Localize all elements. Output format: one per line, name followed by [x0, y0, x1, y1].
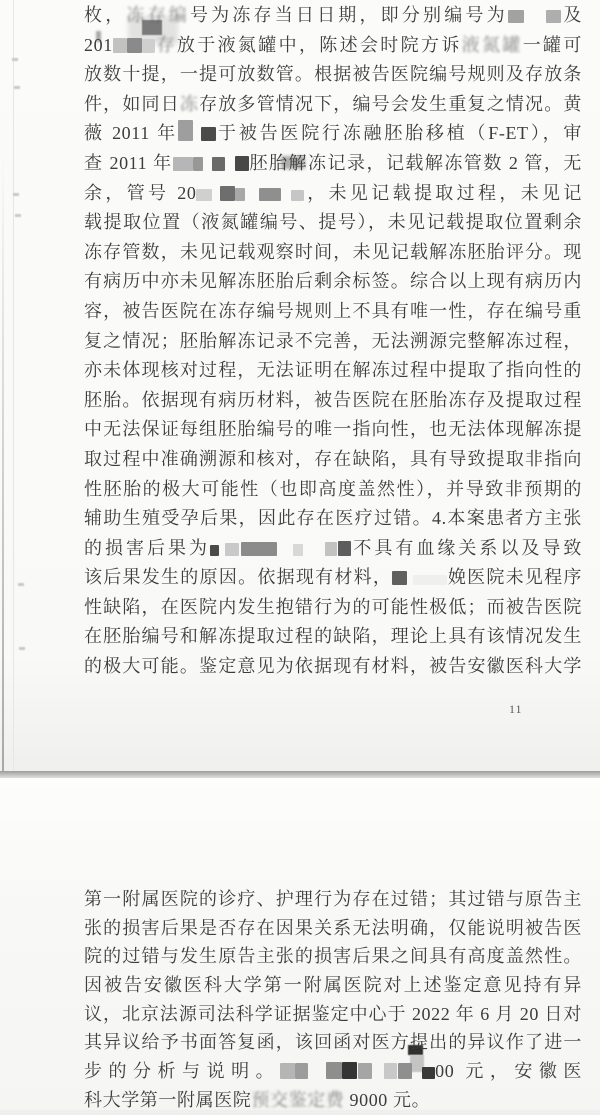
blurred-text: 液氮罐: [461, 34, 523, 55]
document-line: [84, 238, 582, 268]
text-run: 该后果发生的原因。依据现有材料，: [84, 567, 393, 588]
text-run: 娩医院未见程序: [447, 567, 582, 588]
text-run: 201: [84, 34, 113, 55]
document-line: [84, 31, 582, 61]
text-run: 胚胎解冻记录，记载解冻管数 2 管，无: [248, 152, 582, 173]
page-edge-tick: [12, 58, 18, 61]
document-line: [84, 563, 582, 593]
text-run: 胚胎。依据现有病历材料，被告医院在胚胎冻存及提取过程: [84, 389, 582, 410]
document-line: [84, 208, 582, 238]
page-edge-tick: [13, 193, 19, 196]
page-edge-tick: [14, 86, 20, 89]
document-line: [84, 327, 582, 357]
text-run: 性缺陷，在医院内发生抱错行为的可能性极低；而被告医院: [84, 596, 582, 617]
document-line: [84, 622, 582, 652]
text-run: 在胚胎编号和解冻提取过程的缺陷，理论上具有该情况发生: [84, 626, 582, 647]
text-run: 薇 2011 年: [84, 123, 178, 144]
text-run: 的极大可能。鉴定意见为依据现有材料，被告安徽医科大学: [84, 656, 582, 677]
page-number: 11: [509, 702, 523, 716]
text-run: 枚，: [84, 5, 127, 25]
document-line: [84, 1028, 582, 1057]
page-2-text: [84, 885, 582, 1115]
blurred-text: 存: [154, 34, 177, 55]
document-line: [84, 1086, 582, 1115]
text-run: 放数十提，一提可放数管。根据被告医院编号规则及存放条: [84, 64, 582, 85]
text-run: 存放多管情况下，编号会发生重复之情况。黄: [199, 93, 582, 114]
text-run: 9000 元。: [344, 1089, 431, 1110]
text-run: 院的过错与发生原告主张的损害后果之间具有高度盖然性。: [84, 946, 582, 967]
document-line: [84, 942, 582, 971]
text-run: 中无法保证每组胚胎编号的唯一指向性，也无法体现解冻提: [84, 419, 582, 440]
redaction-block: [196, 179, 304, 209]
text-run: ，未见记载提取过程，未见记: [304, 182, 582, 203]
redaction-block: [210, 534, 351, 564]
document-line: [84, 1000, 582, 1029]
text-run: 其异议给予书面答复函，该回函对医方提出的异议作了进一: [84, 1032, 582, 1053]
document-line: [84, 914, 582, 943]
redaction-block: [280, 1057, 435, 1086]
text-run: 容，被告医院在冻存编号规则上不具有唯一性，存在编号重: [84, 300, 582, 321]
document-line: [84, 1057, 582, 1086]
document-line: [84, 90, 582, 120]
document-line: [84, 475, 582, 505]
document-line: [84, 534, 582, 564]
text-run: 复之情况；胚胎解冻记录不完善，无法溯源完整解冻过程，: [84, 330, 582, 351]
text-run: 号为冻存当日日期，即分别编号为: [189, 5, 508, 25]
blurred-text: 预交鉴定费: [251, 1089, 345, 1110]
text-run: 因被告安徽医科大学第一附属医院对上述鉴定意见持有异: [84, 975, 582, 996]
text-run: 张的损害后果是否存在因果关系无法明确，仅能说明被告医: [84, 917, 582, 938]
redaction-block: [178, 119, 216, 149]
document-line: [84, 415, 582, 445]
text-run: 性胚胎的极大可能性（也即高度盖然性），并导致非预期的: [84, 478, 582, 499]
page-edge-tick: [15, 214, 21, 217]
blurred-text: 冻存编: [126, 5, 190, 25]
document-line: [84, 297, 582, 327]
text-run: 余，管号 20: [84, 182, 197, 203]
document-line: [84, 593, 582, 623]
page-1-text: [84, 1, 582, 682]
text-run: 议，北京法源司法科学证据鉴定中心于 2022 年 6 月 20 日对: [84, 1003, 582, 1024]
text-run: 第一附属医院的诊疗、护理行为存在过错；其过错与原告主: [84, 889, 582, 909]
redaction-block: [173, 149, 249, 179]
text-run: 于被告医院行冻融胚胎移植（F-ET），审: [215, 123, 582, 144]
text-run: 亦未体现核对过程，无法证明在解冻过程中提取了指向性的: [84, 360, 582, 381]
blurred-text: 冻: [179, 93, 200, 114]
document-line: [84, 356, 582, 386]
page-edge-tick: [19, 647, 25, 650]
text-run: 一罐可: [522, 34, 582, 55]
text-run: 载提取位置（液氮罐编号、提号），未见记载提取位置剩余: [84, 212, 582, 233]
text-run: 件，如同日: [84, 93, 180, 114]
text-run: 取过程中准确溯源和核对，存在缺陷，具有导致提取非指向: [84, 448, 582, 469]
document-line: [84, 1, 582, 31]
text-run: 有病历中亦未见解冻胚胎后剩余标签。综合以上现有病历内: [84, 271, 582, 292]
redaction-block: [113, 31, 155, 61]
text-run: 00 元，安徽医: [435, 1061, 582, 1082]
text-run: 冻存管数，未见记载观察时间，未见记载解冻胚胎评分。现: [84, 241, 582, 262]
document-line: [84, 60, 582, 90]
redaction-block: [392, 563, 447, 593]
document-line: [84, 386, 582, 416]
document-line: [84, 179, 582, 209]
text-run: 及: [560, 5, 582, 25]
document-line: [84, 149, 582, 179]
redaction-block: [508, 1, 561, 31]
text-run: 查 2011 年: [84, 152, 173, 173]
text-run: 的损害后果为: [84, 537, 210, 558]
text-run: 放于液氮罐中，陈述会时院方诉: [176, 34, 462, 55]
page-edge-tick: [18, 583, 24, 586]
text-run: 科大学第一附属医院: [84, 1089, 252, 1110]
document-line: [84, 267, 582, 297]
text-run: 辅助生殖受孕后果，因此存在医疗过错。4.本案患者方主张: [84, 508, 582, 529]
text-run: 不具有血缘关系以及导致: [351, 537, 582, 558]
document-line: [84, 445, 582, 475]
document-line: [84, 885, 582, 914]
page-separator: [0, 771, 600, 778]
document-line: [84, 652, 582, 682]
text-run: 步的分析与说明。: [84, 1061, 281, 1082]
page-fold-shadow: [2, 150, 4, 771]
page-edge-line: [13, 0, 14, 770]
document-line: [84, 119, 582, 149]
document-line: [84, 504, 582, 534]
document-line: [84, 971, 582, 1000]
